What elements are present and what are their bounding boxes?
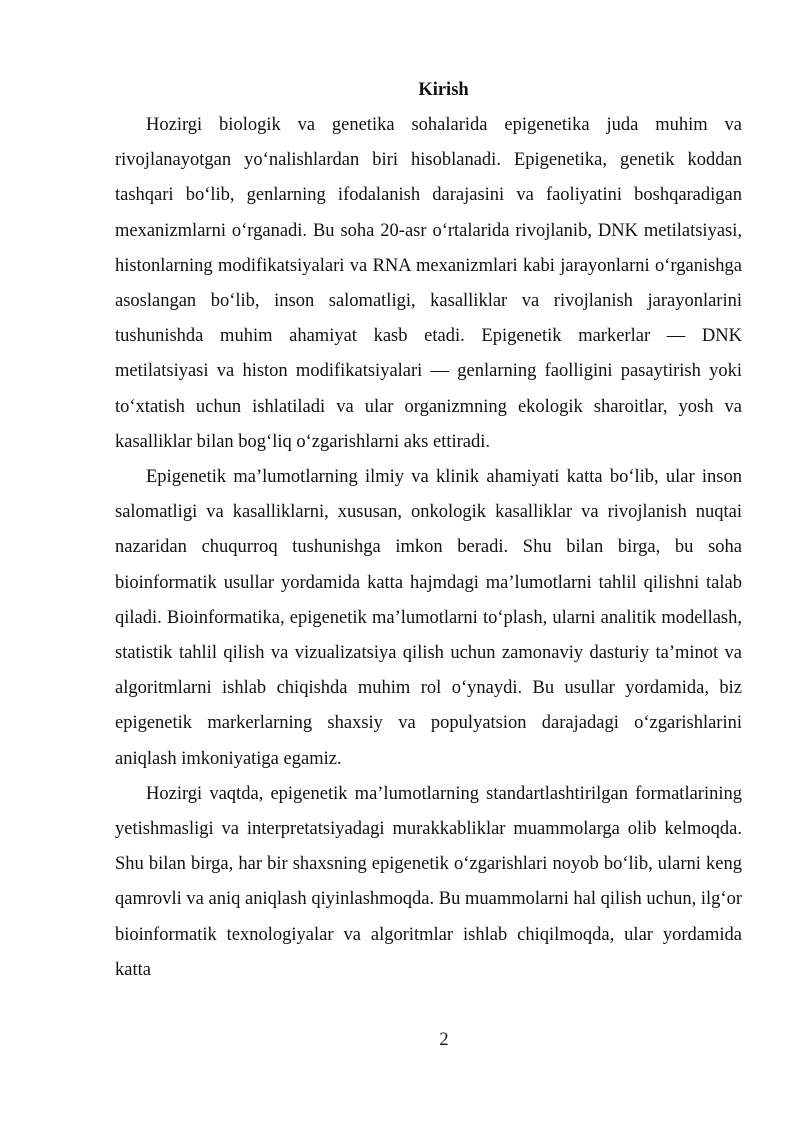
section-title: Kirish: [418, 80, 469, 100]
page-number: 2: [439, 1030, 449, 1050]
paragraph-2: Epigenetik maʼlumotlarning ilmiy va klinik ahamiyati katta boʻlib, ular inson salomatligi va kasalliklarni, xususan, onkologik kasalliklar va rivojlanish nuqtai nazaridan chuqurroq tushunishga imkon beradi. Shu bilan birga, bu soha bioinformatik usullar yordamida katta hajmdagi maʼlumotlarni tahlil qilishni talab qiladi. Bioinformatika, epigenetik maʼlumotlarni toʻplash, ularni analitik modellash, statistik tahlil qilish va vizualizatsiya qilish uchun zamonaviy dasturiy taʼminot va algoritmlarni ishlab chiqishda muhim rol oʻynaydi. Bu usullar yordamida, biz epigenetik markerlarning shaxsiy va populyatsion darajadagi oʻzgarishlarini aniqlash imkoniyatiga egamiz.: [115, 467, 742, 769]
paragraph-1: Hozirgi biologik va genetika sohalarida epigenetika juda muhim va rivojlanayotgan yoʻnalishlardan biri hisoblanadi. Epigenetika, genetik koddan tashqari boʻlib, genlarning ifodalanish darajasini va faoliyatini boshqaradigan mexanizmlarni oʻrganadi. Bu soha 20-asr oʻrtalarida rivojlanib, DNK metilatsiyasi, histonlarning modifikatsiyalari va RNA mexanizmlari kabi jarayonlarni oʻrganishga asoslangan boʻlib, inson salomatligi, kasalliklar va rivojlanish jarayonlarini tushunishda muhim ahamiyat kasb etadi. Epigenetik markerlar — DNK metilatsiyasi va histon modifikatsiyalari — genlarning faolligini pasaytirish yoki toʻxtatish uchun ishlatiladi va ular organizmning ekologik sharoitlar, yosh va kasalliklar bilan bogʻliq oʻzgarishlarni aks ettiradi.: [115, 115, 742, 452]
paragraph-3: Hozirgi vaqtda, epigenetik maʼlumotlarning standartlashtirilgan formatlarining yetishmasligi va interpretatsiyadagi murakkabliklar muammolarga olib kelmoqda. Shu bilan birga, har bir shaxsning epigenetik oʻzgarishlari noyob boʻlib, ularni keng qamrovli va aniq aniqlash qiyinlashmoqda. Bu muammolarni hal qilish uchun, ilgʻor bioinformatik texnologiyalar va algoritmlar ishlab chiqilmoqda, ular yordamida katta: [115, 783, 742, 980]
page-body: [115, 73, 742, 988]
